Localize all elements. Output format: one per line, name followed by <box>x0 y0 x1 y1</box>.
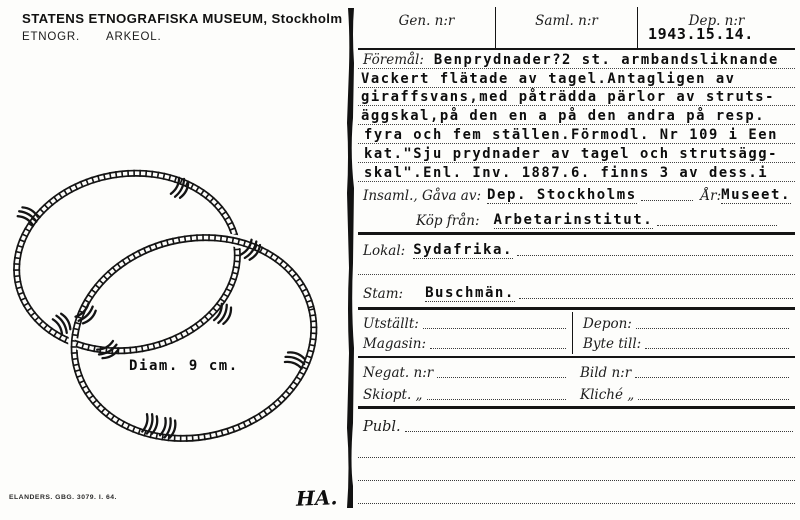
foremal-line-2 <box>358 69 795 88</box>
insaml-dotfill <box>641 200 694 201</box>
ar-label: År: <box>700 188 722 204</box>
rule-2 <box>358 232 795 235</box>
magasin-dotfill <box>430 348 566 349</box>
depon-dotfill <box>636 328 789 329</box>
publ-dotfill <box>405 431 793 432</box>
insaml-label: Insaml., Gåva av: <box>363 188 482 204</box>
ring-b <box>53 213 336 464</box>
foremal-text-6: kat."Sju prydnader av tagel och strutsägg- <box>364 145 778 162</box>
foremal-line-1 <box>358 50 795 69</box>
number-header <box>358 7 795 48</box>
bracelet-drawing-svg <box>4 156 338 472</box>
rule-3 <box>358 307 795 310</box>
foremal-line-6 <box>358 144 795 163</box>
dept-arkeol: ARKEOL. <box>106 31 162 43</box>
negat-row <box>358 359 572 381</box>
dep-nr-label: Dep. n:r <box>688 13 745 29</box>
media-right-col <box>572 359 795 403</box>
magasin-row <box>358 332 572 352</box>
utstallt-label: Utställt: <box>363 316 419 332</box>
foremal-line-7 <box>358 163 795 182</box>
foremal-text-3: giraffsvans,med påträdda pärlor av struts- <box>361 89 775 106</box>
printer-mark: ELANDERS. GBG. 3079. I. 64. <box>9 494 117 501</box>
foremal-line-5 <box>358 125 795 144</box>
bild-row <box>572 359 795 381</box>
dept-etnogr: ETNOGR. <box>22 31 80 43</box>
magasin-label: Magasin: <box>363 336 427 352</box>
bild-dotfill <box>635 377 789 378</box>
foremal-line-3 <box>358 88 795 107</box>
foremal-label: Föremål: <box>363 51 424 68</box>
media-section <box>358 359 795 403</box>
kop-value: Arbetarinstitut. <box>493 212 654 228</box>
foremal-text-1: Benprydnader?2 st. armbandsliknande <box>433 51 779 68</box>
lokal-value: Sydafrika. <box>413 242 513 258</box>
diameter-caption: Diam. 9 cm. <box>129 358 239 374</box>
foremal-text-7: skal".Enl. Inv. 1887.6. finns 3 av dess.i <box>364 164 769 181</box>
skiopt-row <box>358 381 572 403</box>
publ-row <box>358 410 795 435</box>
foremal-text-2: Vackert flätade av tagel.Antagligen av <box>361 70 736 87</box>
kliche-label: Kliché „ <box>580 387 635 403</box>
empty-line-2 <box>358 458 795 481</box>
foremal-text-4: äggskal,på den en a på den andra på resp. <box>361 108 766 125</box>
kop-label: Köp från: <box>416 213 480 229</box>
utstallt-row <box>358 312 572 332</box>
empty-line-1 <box>358 435 795 458</box>
storage-left-col <box>358 312 572 354</box>
lokal-dotfill <box>517 255 793 256</box>
museum-title: STATENS ETNOGRAFISKA MUSEUM, Stockholm <box>22 11 343 26</box>
gen-nr-label: Gen. n:r <box>398 13 455 29</box>
insaml-value: Dep. Stockholms <box>487 187 637 203</box>
dep-nr-cell <box>637 7 795 48</box>
foremal-line-4 <box>358 106 795 125</box>
rule-4 <box>358 356 795 358</box>
card-fold-divider <box>344 8 357 508</box>
publ-label: Publ. <box>363 419 401 435</box>
byte-label: Byte till: <box>583 336 642 352</box>
saml-nr-label: Saml. n:r <box>535 13 598 29</box>
negat-dotfill <box>437 377 566 378</box>
handwritten-initials: HA. <box>295 485 338 511</box>
ar-value: Museet. <box>721 187 791 203</box>
media-left-col <box>358 359 572 403</box>
stam-row <box>358 279 795 302</box>
storage-right-col <box>572 312 795 354</box>
bracelet-drawing <box>4 156 338 472</box>
kop-row <box>358 206 795 229</box>
byte-row <box>573 332 795 352</box>
storage-section <box>358 312 795 354</box>
empty-line-3 <box>358 481 795 504</box>
form-panel <box>358 0 795 520</box>
saml-nr-cell <box>495 7 637 48</box>
negat-label: Negat. n:r <box>363 365 434 381</box>
department-line <box>22 31 222 43</box>
lokal-row <box>358 237 795 259</box>
utstallt-dotfill <box>423 328 566 329</box>
rule-5 <box>358 406 795 409</box>
insaml-row <box>358 183 795 204</box>
foremal-section <box>358 50 795 182</box>
kliche-row <box>572 381 795 403</box>
lokal-label: Lokal: <box>363 243 406 259</box>
kop-dotfill <box>657 225 777 226</box>
kliche-dotfill <box>638 399 789 400</box>
dep-nr-value: 1943.15.14. <box>648 25 754 43</box>
gen-nr-cell <box>358 7 495 48</box>
depon-label: Depon: <box>583 316 632 332</box>
foremal-text-5: fyra och fem ställen.Förmodl. Nr 109 i Een <box>364 126 778 143</box>
knot-icons <box>16 176 306 439</box>
skiopt-dotfill <box>427 399 566 400</box>
publ-section <box>358 410 795 504</box>
stam-dotfill <box>519 298 793 299</box>
bild-label: Bild n:r <box>580 365 632 381</box>
skiopt-label: Skiopt. „ <box>363 387 423 403</box>
depon-row <box>573 312 795 332</box>
empty-dotted-row <box>358 261 795 275</box>
stam-value: Buschmän. <box>425 285 515 301</box>
byte-dotfill <box>645 348 789 349</box>
stam-label: Stam: <box>363 286 404 302</box>
